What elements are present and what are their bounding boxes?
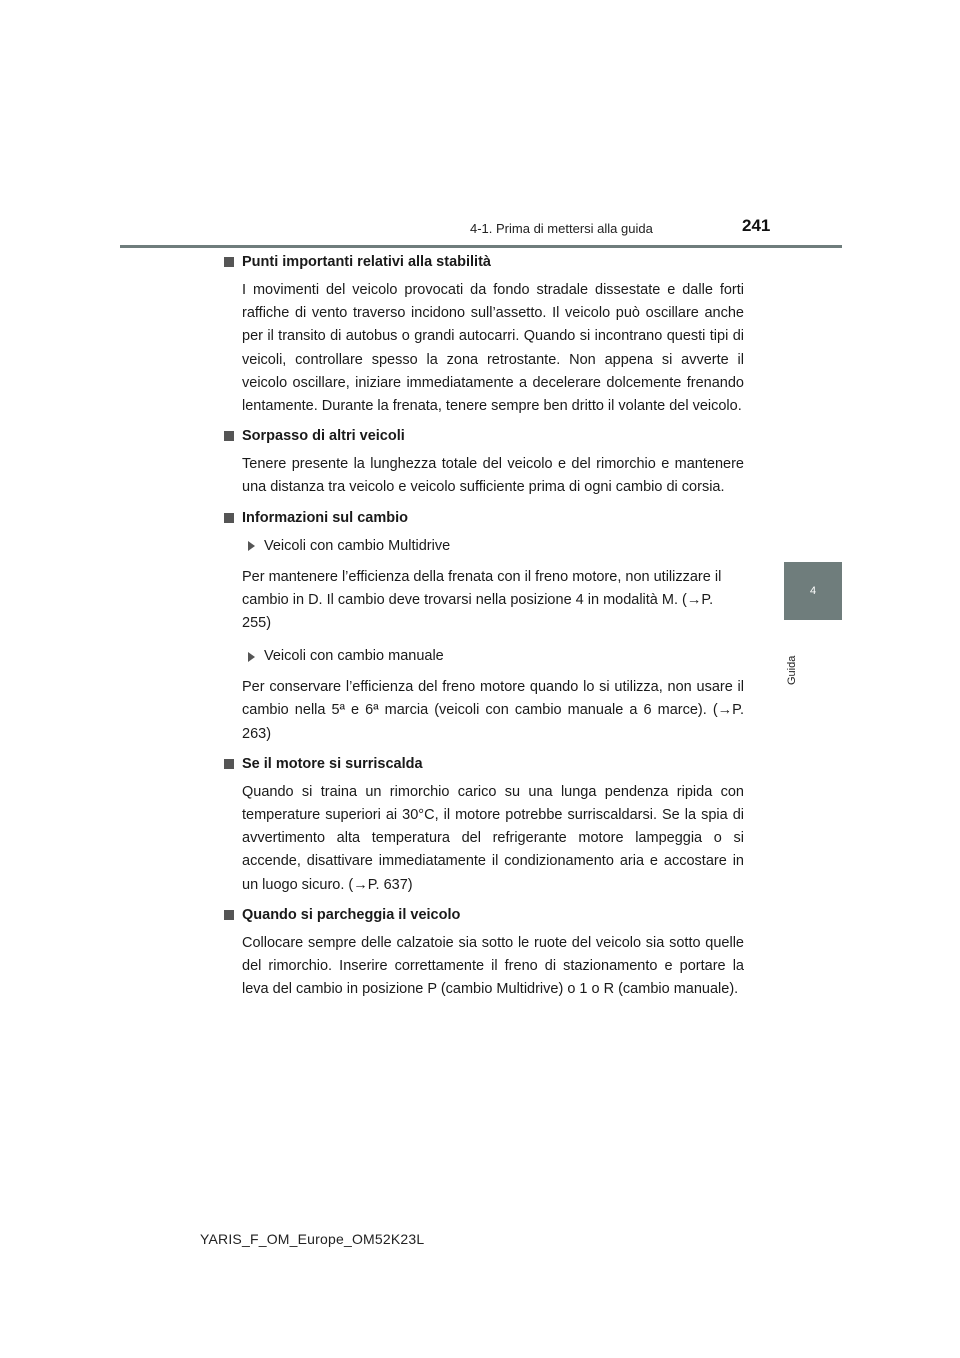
- section-heading: [224, 428, 744, 444]
- subsection-label: Veicoli con cambio manuale: [264, 648, 444, 665]
- triangle-bullet-icon: [248, 652, 255, 662]
- section-paragraph: Tenere presente la lunghezza totale del veicolo e del rimorchio e mantenere una distanza tra veicolo e veicolo sufficiente prima di ogni cambio di corsia.: [242, 456, 744, 496]
- header-divider: [120, 245, 842, 248]
- document-code: YARIS_F_OM_Europe_OM52K23L: [200, 1231, 425, 1247]
- section-paragraph: I movimenti del veicolo provocati da fondo stradale dissestate e dalle forti raffiche di vento traverso incidono sull’assetto. Il veicolo può oscillare anche per il transito di autobus o grandi autocarri. Quando si incontrano questi tipi di veicoli, controllare spesso la zona retrostante. Non appena si avverte il veicolo oscillare, iniziare immediatamente a decelerare dolcemente frenando lentamente. Durante la frenata, tenere sempre ben dritto il volante del veicolo.: [242, 282, 744, 415]
- section-paragraph: Quando si traina un rimorchio carico su una lunga pendenza ripida con temperature superiori ai 30°C, il motore potrebbe surriscaldarsi. Se la spia di avvertimento alta temperatura del refrigerante motore lampeggia o si accende, disattivare immediatamente il condizionamento aria e accostare in un luogo sicuro. (→P. 637): [242, 783, 744, 893]
- section-heading: [224, 510, 744, 526]
- section-title: Informazioni sul cambio: [242, 509, 408, 526]
- chapter-tab[interactable]: [784, 562, 842, 620]
- section-heading: [224, 254, 744, 270]
- section-title: Quando si parcheggia il veicolo: [242, 906, 461, 923]
- header-section-title: 4-1. Prima di mettersi alla guida: [470, 221, 653, 236]
- section-stability: [224, 254, 744, 418]
- section-title: Sorpasso di altri veicoli: [242, 428, 405, 445]
- chapter-tab-label: Guida: [786, 655, 798, 685]
- main-content: [224, 254, 744, 1011]
- section-heading: [224, 907, 744, 923]
- square-bullet-icon: [224, 759, 234, 769]
- square-bullet-icon: [224, 257, 234, 267]
- section-overtaking: [224, 428, 744, 499]
- subsection-label: Veicoli con cambio Multidrive: [264, 537, 451, 554]
- page-number: 241: [742, 216, 771, 235]
- square-bullet-icon: [224, 910, 234, 920]
- section-overheating: [224, 756, 744, 897]
- square-bullet-icon: [224, 513, 234, 523]
- subsection-paragraph: Per conservare l’efficienza del freno motore quando lo si utilizza, non usare il cambio nella 5ª e 6ª marcia (veicoli con cambio manuale a 6 marce). (→P. 263): [242, 679, 744, 742]
- section-title: Se il motore si surriscalda: [242, 755, 423, 772]
- subsection-heading: [242, 535, 744, 558]
- section-paragraph: Collocare sempre delle calzatoie sia sotto le ruote del veicolo sia sotto quelle del rimorchio. Inserire correttamente il freno di stazionamento e portare la leva del cambio in posizione P (cambio Multidrive) o 1 o R (cambio manuale).: [242, 934, 744, 998]
- section-title: Punti importanti relativi alla stabilità: [242, 254, 491, 270]
- triangle-bullet-icon: [248, 541, 255, 551]
- chapter-tab-number: 4: [809, 585, 817, 597]
- subsection-heading: [242, 645, 744, 668]
- section-parking: [224, 907, 744, 1002]
- square-bullet-icon: [224, 431, 234, 441]
- section-heading: [224, 756, 744, 772]
- section-transmission: [224, 510, 744, 746]
- subsection-paragraph: Per mantenere l’efficienza della frenata con il freno motore, non utilizzare il cambio in D. Il cambio deve trovarsi nella posizione 4 in modalità M. (→P. 255): [242, 568, 722, 632]
